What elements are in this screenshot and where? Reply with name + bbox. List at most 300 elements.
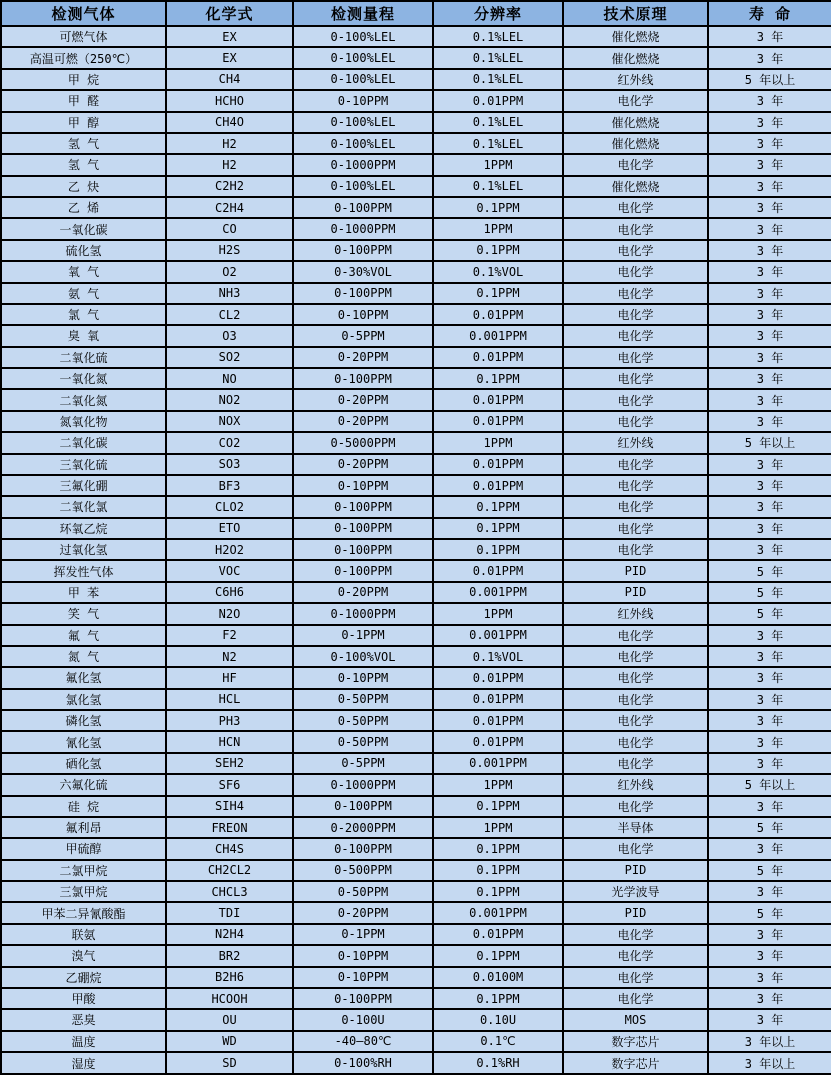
table-row <box>1 731 831 752</box>
cell-resolution: 0.1PPM <box>433 945 563 966</box>
cell-lifespan: 3 年 <box>708 389 831 410</box>
cell-range: 0-50PPM <box>293 731 433 752</box>
cell-gas: 过氧化氢 <box>1 539 166 560</box>
cell-lifespan: 3 年 <box>708 283 831 304</box>
cell-resolution: 1PPM <box>433 218 563 239</box>
cell-lifespan: 3 年 <box>708 304 831 325</box>
cell-gas: 氢 气 <box>1 154 166 175</box>
cell-gas: 硫化氢 <box>1 240 166 261</box>
cell-principle: 半导体 <box>563 817 708 838</box>
cell-resolution: 0.1%VOL <box>433 646 563 667</box>
table-row <box>1 539 831 560</box>
cell-gas: 氟 气 <box>1 625 166 646</box>
cell-formula: CLO2 <box>166 496 293 517</box>
cell-formula: HCOOH <box>166 988 293 1009</box>
table-row <box>1 710 831 731</box>
cell-lifespan: 3 年 <box>708 475 831 496</box>
cell-formula: SIH4 <box>166 796 293 817</box>
cell-lifespan: 3 年 <box>708 924 831 945</box>
cell-resolution: 1PPM <box>433 817 563 838</box>
cell-gas: 氰化氢 <box>1 731 166 752</box>
cell-principle: 电化学 <box>563 154 708 175</box>
cell-formula: EX <box>166 47 293 68</box>
cell-formula: H2O2 <box>166 539 293 560</box>
table-row <box>1 411 831 432</box>
cell-gas: 二氧化硫 <box>1 347 166 368</box>
cell-resolution: 0.1%RH <box>433 1052 563 1074</box>
cell-gas: 甲 苯 <box>1 582 166 603</box>
cell-gas: 磷化氢 <box>1 710 166 731</box>
cell-range: 0-500PPM <box>293 860 433 881</box>
cell-principle: 数字芯片 <box>563 1031 708 1052</box>
cell-formula: CH2CL2 <box>166 860 293 881</box>
cell-resolution: 0.1PPM <box>433 240 563 261</box>
cell-gas: 甲 醇 <box>1 112 166 133</box>
table-body <box>1 26 831 1074</box>
cell-range: 0-20PPM <box>293 454 433 475</box>
cell-range: 0-2000PPM <box>293 817 433 838</box>
table-row <box>1 47 831 68</box>
table-row <box>1 389 831 410</box>
cell-formula: EX <box>166 26 293 47</box>
table-row <box>1 69 831 90</box>
cell-gas: 二氧化氯 <box>1 496 166 517</box>
cell-resolution: 0.1%LEL <box>433 133 563 154</box>
cell-formula: SO2 <box>166 347 293 368</box>
cell-formula: N2 <box>166 646 293 667</box>
cell-principle: 电化学 <box>563 838 708 859</box>
cell-resolution: 0.0100M <box>433 967 563 988</box>
cell-range: 0-20PPM <box>293 347 433 368</box>
cell-lifespan: 3 年 <box>708 368 831 389</box>
cell-range: 0-100PPM <box>293 560 433 581</box>
cell-lifespan: 3 年 <box>708 325 831 346</box>
cell-resolution: 0.1PPM <box>433 838 563 859</box>
cell-formula: CH4 <box>166 69 293 90</box>
cell-range: 0-20PPM <box>293 411 433 432</box>
cell-resolution: 0.01PPM <box>433 411 563 432</box>
cell-lifespan: 3 年 <box>708 518 831 539</box>
cell-range: 0-5PPM <box>293 753 433 774</box>
cell-range: 0-100PPM <box>293 368 433 389</box>
cell-resolution: 0.01PPM <box>433 304 563 325</box>
cell-lifespan: 3 年 <box>708 945 831 966</box>
cell-range: 0-100PPM <box>293 796 433 817</box>
cell-resolution: 0.01PPM <box>433 731 563 752</box>
cell-principle: 红外线 <box>563 69 708 90</box>
cell-resolution: 1PPM <box>433 603 563 624</box>
table-row <box>1 796 831 817</box>
cell-resolution: 0.001PPM <box>433 753 563 774</box>
cell-range: 0-100%LEL <box>293 26 433 47</box>
cell-principle: 电化学 <box>563 261 708 282</box>
cell-resolution: 0.01PPM <box>433 710 563 731</box>
table-row <box>1 945 831 966</box>
cell-lifespan: 3 年 <box>708 176 831 197</box>
cell-gas: 臭 氧 <box>1 325 166 346</box>
cell-principle: 电化学 <box>563 283 708 304</box>
cell-resolution: 0.01PPM <box>433 689 563 710</box>
cell-principle: 电化学 <box>563 518 708 539</box>
cell-range: 0-1000PPM <box>293 218 433 239</box>
table-row <box>1 133 831 154</box>
cell-range: 0-100PPM <box>293 240 433 261</box>
cell-gas: 硒化氢 <box>1 753 166 774</box>
cell-lifespan: 3 年以上 <box>708 1031 831 1052</box>
cell-range: 0-100PPM <box>293 988 433 1009</box>
cell-formula: C2H4 <box>166 197 293 218</box>
table-row <box>1 475 831 496</box>
cell-range: 0-1PPM <box>293 625 433 646</box>
cell-lifespan: 3 年 <box>708 454 831 475</box>
cell-gas: 一氧化氮 <box>1 368 166 389</box>
cell-principle: 电化学 <box>563 240 708 261</box>
cell-gas: 二氧化碳 <box>1 432 166 453</box>
cell-principle: 催化燃烧 <box>563 47 708 68</box>
cell-principle: 电化学 <box>563 454 708 475</box>
cell-formula: VOC <box>166 560 293 581</box>
table-row <box>1 154 831 175</box>
cell-principle: 催化燃烧 <box>563 176 708 197</box>
cell-formula: F2 <box>166 625 293 646</box>
cell-lifespan: 5 年 <box>708 902 831 923</box>
cell-lifespan: 3 年 <box>708 988 831 1009</box>
cell-lifespan: 3 年 <box>708 26 831 47</box>
table-row <box>1 347 831 368</box>
cell-principle: 催化燃烧 <box>563 133 708 154</box>
cell-principle: 催化燃烧 <box>563 26 708 47</box>
cell-lifespan: 3 年 <box>708 646 831 667</box>
cell-formula: NO <box>166 368 293 389</box>
cell-lifespan: 3 年 <box>708 838 831 859</box>
cell-range: 0-20PPM <box>293 582 433 603</box>
table-row <box>1 881 831 902</box>
cell-gas: 氟利昂 <box>1 817 166 838</box>
cell-gas: 氨 气 <box>1 283 166 304</box>
cell-gas: 甲 烷 <box>1 69 166 90</box>
cell-formula: HCHO <box>166 90 293 111</box>
cell-resolution: 0.1PPM <box>433 197 563 218</box>
cell-resolution: 0.1PPM <box>433 988 563 1009</box>
cell-resolution: 0.1%LEL <box>433 47 563 68</box>
column-header-lifespan: 寿 命 <box>708 1 831 26</box>
cell-principle: PID <box>563 860 708 881</box>
cell-gas: 甲 醛 <box>1 90 166 111</box>
table-row <box>1 753 831 774</box>
cell-gas: 三氯甲烷 <box>1 881 166 902</box>
table-row <box>1 625 831 646</box>
cell-lifespan: 3 年 <box>708 496 831 517</box>
cell-gas: 可燃气体 <box>1 26 166 47</box>
cell-range: 0-100PPM <box>293 539 433 560</box>
cell-range: 0-50PPM <box>293 689 433 710</box>
cell-lifespan: 3 年 <box>708 710 831 731</box>
table-row <box>1 817 831 838</box>
cell-lifespan: 3 年 <box>708 667 831 688</box>
cell-range: 0-100%LEL <box>293 176 433 197</box>
cell-formula: BF3 <box>166 475 293 496</box>
table-row <box>1 26 831 47</box>
cell-resolution: 0.01PPM <box>433 475 563 496</box>
cell-formula: CHCL3 <box>166 881 293 902</box>
cell-resolution: 0.01PPM <box>433 560 563 581</box>
cell-resolution: 0.01PPM <box>433 454 563 475</box>
column-header-principle: 技术原理 <box>563 1 708 26</box>
cell-gas: 六氟化硫 <box>1 774 166 795</box>
column-header-formula: 化学式 <box>166 1 293 26</box>
cell-formula: CL2 <box>166 304 293 325</box>
cell-range: 0-1000PPM <box>293 774 433 795</box>
cell-range: 0-100%LEL <box>293 112 433 133</box>
cell-lifespan: 3 年 <box>708 112 831 133</box>
cell-principle: 电化学 <box>563 945 708 966</box>
cell-formula: N2H4 <box>166 924 293 945</box>
table-row <box>1 560 831 581</box>
table-row <box>1 667 831 688</box>
cell-principle: PID <box>563 560 708 581</box>
cell-gas: 乙硼烷 <box>1 967 166 988</box>
cell-lifespan: 3 年 <box>708 753 831 774</box>
cell-principle: 电化学 <box>563 689 708 710</box>
cell-gas: 溴气 <box>1 945 166 966</box>
cell-range: 0-10PPM <box>293 667 433 688</box>
cell-range: 0-100%LEL <box>293 133 433 154</box>
table-row <box>1 176 831 197</box>
cell-range: 0-100PPM <box>293 496 433 517</box>
column-header-range: 检测量程 <box>293 1 433 26</box>
cell-resolution: 0.01PPM <box>433 90 563 111</box>
table-row <box>1 860 831 881</box>
table-row <box>1 689 831 710</box>
cell-resolution: 0.10U <box>433 1009 563 1030</box>
cell-formula: WD <box>166 1031 293 1052</box>
cell-formula: O2 <box>166 261 293 282</box>
cell-lifespan: 3 年 <box>708 881 831 902</box>
cell-principle: 电化学 <box>563 625 708 646</box>
cell-formula: H2S <box>166 240 293 261</box>
cell-range: -40—80℃ <box>293 1031 433 1052</box>
cell-resolution: 0.1%VOL <box>433 261 563 282</box>
cell-lifespan: 5 年以上 <box>708 432 831 453</box>
table-row <box>1 112 831 133</box>
cell-resolution: 0.1%LEL <box>433 112 563 133</box>
cell-formula: CH4S <box>166 838 293 859</box>
column-header-resolution: 分辨率 <box>433 1 563 26</box>
cell-formula: HCL <box>166 689 293 710</box>
cell-formula: HCN <box>166 731 293 752</box>
cell-formula: NH3 <box>166 283 293 304</box>
cell-lifespan: 5 年以上 <box>708 69 831 90</box>
table-row <box>1 454 831 475</box>
cell-gas: 氮氧化物 <box>1 411 166 432</box>
cell-formula: HF <box>166 667 293 688</box>
cell-gas: 二氧化氮 <box>1 389 166 410</box>
cell-principle: 红外线 <box>563 603 708 624</box>
cell-resolution: 1PPM <box>433 432 563 453</box>
cell-resolution: 0.1PPM <box>433 796 563 817</box>
cell-gas: 温度 <box>1 1031 166 1052</box>
cell-formula: NO2 <box>166 389 293 410</box>
cell-principle: 电化学 <box>563 90 708 111</box>
cell-resolution: 0.1℃ <box>433 1031 563 1052</box>
cell-resolution: 0.1%LEL <box>433 176 563 197</box>
cell-formula: PH3 <box>166 710 293 731</box>
cell-lifespan: 3 年 <box>708 689 831 710</box>
cell-resolution: 0.1PPM <box>433 539 563 560</box>
cell-range: 0-5PPM <box>293 325 433 346</box>
cell-gas: 甲苯二异氰酸酯 <box>1 902 166 923</box>
cell-principle: 电化学 <box>563 496 708 517</box>
cell-gas: 一氧化碳 <box>1 218 166 239</box>
cell-formula: ETO <box>166 518 293 539</box>
cell-principle: PID <box>563 902 708 923</box>
cell-formula: SD <box>166 1052 293 1074</box>
cell-gas: 氟化氢 <box>1 667 166 688</box>
cell-formula: SEH2 <box>166 753 293 774</box>
cell-lifespan: 5 年 <box>708 817 831 838</box>
cell-lifespan: 3 年 <box>708 539 831 560</box>
table-row <box>1 496 831 517</box>
table-row <box>1 582 831 603</box>
table-row <box>1 218 831 239</box>
table-row <box>1 1031 831 1052</box>
table-row <box>1 1009 831 1030</box>
cell-principle: 电化学 <box>563 796 708 817</box>
cell-lifespan: 3 年 <box>708 90 831 111</box>
cell-resolution: 0.1PPM <box>433 881 563 902</box>
cell-range: 0-10PPM <box>293 945 433 966</box>
cell-formula: N2O <box>166 603 293 624</box>
cell-principle: MOS <box>563 1009 708 1030</box>
cell-range: 0-20PPM <box>293 902 433 923</box>
cell-gas: 三氧化硫 <box>1 454 166 475</box>
cell-range: 0-100PPM <box>293 283 433 304</box>
cell-range: 0-20PPM <box>293 389 433 410</box>
table-row <box>1 1 831 26</box>
cell-range: 0-100%RH <box>293 1052 433 1074</box>
cell-gas: 笑 气 <box>1 603 166 624</box>
cell-range: 0-10PPM <box>293 90 433 111</box>
cell-lifespan: 3 年 <box>708 796 831 817</box>
cell-principle: 电化学 <box>563 411 708 432</box>
cell-formula: H2 <box>166 154 293 175</box>
cell-gas: 环氧乙烷 <box>1 518 166 539</box>
cell-principle: 电化学 <box>563 389 708 410</box>
table-row <box>1 325 831 346</box>
table-row <box>1 368 831 389</box>
cell-formula: TDI <box>166 902 293 923</box>
cell-gas: 甲酸 <box>1 988 166 1009</box>
cell-gas: 高温可燃（250℃） <box>1 47 166 68</box>
cell-principle: 电化学 <box>563 218 708 239</box>
cell-resolution: 0.001PPM <box>433 325 563 346</box>
cell-principle: 电化学 <box>563 539 708 560</box>
cell-lifespan: 5 年 <box>708 860 831 881</box>
cell-formula: CH4O <box>166 112 293 133</box>
cell-range: 0-50PPM <box>293 881 433 902</box>
cell-lifespan: 3 年 <box>708 218 831 239</box>
cell-gas: 硅 烷 <box>1 796 166 817</box>
cell-gas: 氢 气 <box>1 133 166 154</box>
cell-principle: 电化学 <box>563 646 708 667</box>
cell-lifespan: 3 年 <box>708 731 831 752</box>
cell-formula: OU <box>166 1009 293 1030</box>
cell-formula: C6H6 <box>166 582 293 603</box>
cell-principle: 数字芯片 <box>563 1052 708 1074</box>
cell-range: 0-1000PPM <box>293 603 433 624</box>
cell-gas: 乙 烯 <box>1 197 166 218</box>
cell-gas: 三氟化硼 <box>1 475 166 496</box>
cell-lifespan: 5 年 <box>708 582 831 603</box>
cell-gas: 恶臭 <box>1 1009 166 1030</box>
cell-lifespan: 3 年 <box>708 625 831 646</box>
cell-formula: SO3 <box>166 454 293 475</box>
cell-range: 0-10PPM <box>293 304 433 325</box>
cell-principle: 催化燃烧 <box>563 112 708 133</box>
cell-lifespan: 5 年以上 <box>708 774 831 795</box>
cell-gas: 湿度 <box>1 1052 166 1074</box>
table-header-row <box>1 1 831 26</box>
cell-lifespan: 3 年 <box>708 347 831 368</box>
cell-resolution: 0.1%LEL <box>433 26 563 47</box>
cell-range: 0-100%LEL <box>293 69 433 90</box>
cell-formula: CO2 <box>166 432 293 453</box>
cell-principle: 电化学 <box>563 667 708 688</box>
cell-lifespan: 3 年 <box>708 47 831 68</box>
cell-formula: NOX <box>166 411 293 432</box>
cell-principle: 电化学 <box>563 988 708 1009</box>
cell-formula: H2 <box>166 133 293 154</box>
cell-resolution: 1PPM <box>433 774 563 795</box>
cell-lifespan: 3 年 <box>708 133 831 154</box>
cell-formula: B2H6 <box>166 967 293 988</box>
cell-gas: 氧 气 <box>1 261 166 282</box>
cell-range: 0-30%VOL <box>293 261 433 282</box>
cell-principle: 电化学 <box>563 197 708 218</box>
table-row <box>1 261 831 282</box>
table-row <box>1 988 831 1009</box>
cell-principle: 光学波导 <box>563 881 708 902</box>
cell-range: 0-100%LEL <box>293 47 433 68</box>
table-row <box>1 902 831 923</box>
cell-range: 0-100%VOL <box>293 646 433 667</box>
cell-principle: 电化学 <box>563 753 708 774</box>
cell-formula: FREON <box>166 817 293 838</box>
cell-resolution: 0.1PPM <box>433 496 563 517</box>
cell-formula: CO <box>166 218 293 239</box>
cell-principle: PID <box>563 582 708 603</box>
cell-lifespan: 5 年 <box>708 603 831 624</box>
cell-resolution: 0.001PPM <box>433 582 563 603</box>
cell-lifespan: 3 年 <box>708 411 831 432</box>
table-row <box>1 1052 831 1074</box>
table-row <box>1 90 831 111</box>
cell-range: 0-50PPM <box>293 710 433 731</box>
table-row <box>1 197 831 218</box>
cell-lifespan: 3 年以上 <box>708 1052 831 1074</box>
cell-principle: 电化学 <box>563 347 708 368</box>
cell-principle: 红外线 <box>563 432 708 453</box>
cell-principle: 电化学 <box>563 731 708 752</box>
cell-principle: 电化学 <box>563 710 708 731</box>
table-row <box>1 967 831 988</box>
cell-principle: 电化学 <box>563 967 708 988</box>
table-row <box>1 838 831 859</box>
cell-resolution: 0.01PPM <box>433 389 563 410</box>
cell-range: 0-10PPM <box>293 967 433 988</box>
table-row <box>1 283 831 304</box>
cell-lifespan: 3 年 <box>708 197 831 218</box>
